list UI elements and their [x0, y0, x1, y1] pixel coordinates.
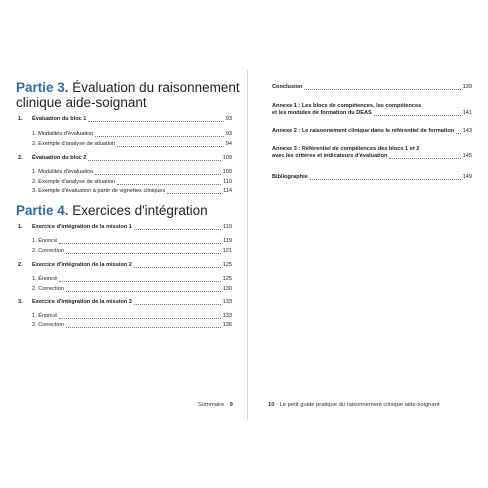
toc-entry-page: 130: [222, 286, 232, 292]
toc-dot-leader: [389, 158, 460, 159]
toc-dot-leader: [59, 281, 220, 282]
toc-dot-leader: [134, 304, 221, 305]
toc-dot-leader: [374, 115, 461, 116]
toc-entry-page: 141: [462, 110, 472, 116]
toc-entry: [18, 224, 232, 231]
toc-entry-page: 121: [222, 248, 232, 254]
toc-dot-leader: [88, 160, 220, 161]
part3-title: [16, 80, 240, 110]
toc-entry: [18, 262, 232, 269]
left-folio: Sommaire · 9: [198, 402, 233, 408]
toc-entry-page: 119: [223, 238, 232, 244]
toc-entry-page: 136: [222, 322, 232, 328]
toc-subentry: [32, 131, 232, 138]
toc-dot-leader: [66, 327, 221, 328]
toc-subentry: [32, 141, 232, 148]
toc-entry-index: 2.: [18, 155, 23, 161]
page-gutter: [247, 70, 248, 420]
toc-entry-page: 114: [223, 188, 232, 194]
toc-entry-label: Évaluation du bloc 1: [32, 116, 87, 122]
right-page: [256, 70, 484, 420]
toc-entry-page: 109: [222, 155, 232, 161]
toc-entry-label: Conclusion: [272, 84, 303, 90]
toc-entry-page: 145: [462, 153, 472, 159]
toc-entry-label: 2. Correction: [32, 248, 65, 254]
toc-entry-page: 149: [462, 174, 472, 180]
toc-subentry: [32, 169, 232, 176]
toc-dot-leader: [456, 133, 461, 134]
toc-dot-leader: [66, 253, 221, 254]
toc-entry: [18, 155, 232, 162]
toc-entry-label: 1. Énoncé: [32, 238, 58, 244]
toc-entry-page: 119: [223, 224, 232, 230]
toc-subentry: [32, 179, 232, 186]
toc-entry-index: 2.: [18, 262, 23, 268]
toc-dot-leader: [134, 267, 221, 268]
part4-title: [16, 203, 208, 218]
toc-entry-page: 125: [222, 262, 232, 268]
toc-entry-label: Annexe 1 : Les blocs de compétences, les compétences: [272, 103, 422, 109]
toc-entry-label: Annexe 3 : Référentiel de compétences des blocs 1 et 2: [272, 146, 420, 152]
toc-entry: [272, 128, 472, 135]
toc-entry-page: 93: [225, 116, 232, 122]
toc-entry-label: Annexe 2 : Le raisonnement clinique dans le référentiel de formation: [272, 128, 455, 134]
toc-entry: [272, 146, 472, 160]
toc-entry-label: Exercice d'intégration de la mission 1: [32, 224, 132, 230]
toc-entry-page: 110: [223, 179, 232, 185]
toc-dot-leader: [59, 243, 221, 244]
toc-dot-leader: [304, 89, 460, 90]
toc-entry-index: 3.: [18, 299, 23, 305]
toc-entry-label: Évaluation du bloc 2: [32, 155, 87, 161]
toc-entry-label: 2. Correction: [32, 322, 65, 328]
toc-entry-label: 1. Énoncé: [32, 313, 58, 319]
toc-subentry: [32, 248, 232, 255]
toc-entry-page: 125: [222, 276, 232, 282]
toc-entry-label: Exercice d'intégration de la mission 2: [32, 262, 132, 268]
toc-entry-label: 2. Exemple d'analyse de situation: [32, 141, 116, 147]
toc-entry-page: 94: [225, 141, 232, 147]
part3-title-line1: Évaluation du raisonnement: [72, 80, 240, 95]
toc-dot-leader: [117, 184, 221, 185]
toc-subentry: [32, 276, 232, 283]
toc-dot-leader: [59, 318, 220, 319]
toc-dot-leader: [88, 121, 223, 122]
toc-entry-page: 93: [225, 131, 232, 137]
right-folio: 10 · Le petit guide pratique du raisonnement clinique aide-soignant: [268, 402, 440, 408]
toc-dot-leader: [66, 291, 221, 292]
toc-dot-leader: [117, 146, 224, 147]
toc-dot-leader: [95, 174, 220, 175]
toc-entry-page: 139: [462, 84, 472, 90]
toc-entry: [18, 116, 232, 123]
left-folio-page: 9: [229, 402, 233, 408]
toc-entry-label: Exercice d'intégration de la mission 3: [32, 299, 132, 305]
toc-subentry: [32, 286, 232, 293]
toc-entry-page: 133: [222, 299, 232, 305]
toc-dot-leader: [310, 179, 461, 180]
toc-entry-page: 109: [222, 169, 232, 175]
toc-subentry: [32, 313, 232, 320]
toc-subentry: [32, 238, 232, 245]
part3-title-line2: clinique aide-soignant: [16, 95, 147, 110]
toc-entry-label: 2. Correction: [32, 286, 65, 292]
toc-entry-label: avec les critères et indicateurs d'évaluation: [272, 153, 388, 159]
part4-number: Partie 4.: [16, 203, 69, 218]
right-folio-label: Le petit guide pratique du raisonnement clinique aide-soignant: [279, 402, 440, 408]
left-folio-label: Sommaire: [198, 402, 225, 408]
toc-dot-leader: [95, 136, 223, 137]
part3-number: Partie 3.: [16, 80, 69, 95]
left-page: [10, 70, 242, 420]
toc-entry-label: Bibliographie: [272, 174, 308, 180]
toc-entry-label: 2. Exemple d'analyse de situation: [32, 179, 116, 185]
toc-dot-leader: [167, 193, 221, 194]
toc-entry-label: 1. Énoncé: [32, 276, 58, 282]
right-folio-page: 10: [268, 402, 275, 408]
toc-entry: [272, 103, 472, 117]
toc-entry-page: 133: [222, 313, 232, 319]
toc-dot-leader: [134, 229, 221, 230]
toc-entry-page: 143: [462, 128, 472, 134]
toc-entry-label: 1. Modalités d'évaluation: [32, 169, 94, 175]
toc-entry-index: 1.: [18, 224, 23, 230]
toc-entry: [18, 299, 232, 306]
part4-title-line1: Exercices d'intégration: [72, 203, 208, 218]
toc-entry-label: et les modules de formation du DEAS: [272, 110, 372, 116]
toc-entry-label: 1. Modalités d'évaluation: [32, 131, 94, 137]
toc-entry: [272, 84, 472, 91]
toc-entry-index: 1.: [18, 116, 23, 122]
toc-entry: [272, 174, 472, 181]
toc-subentry: [32, 188, 232, 195]
toc-subentry: [32, 322, 232, 329]
toc-entry-label: 3. Exemple d'évaluation à partir de vignettes cliniques: [32, 188, 166, 194]
